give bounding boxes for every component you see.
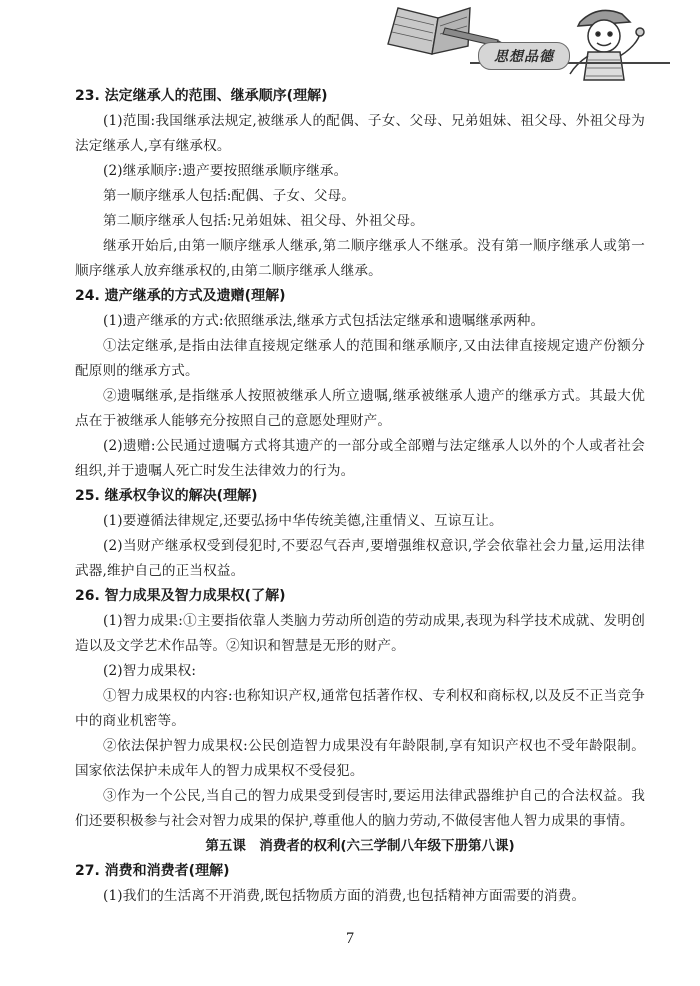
paragraph: ②遗嘱继承,是指继承人按照被继承人所立遗嘱,继承被继承人遗产的继承方式。其最大优点在于被继承人能够充分按照自己的意愿处理财产。	[75, 388, 645, 429]
section-heading: 25. 继承权争议的解决(理解)	[75, 488, 258, 504]
section-24	[75, 284, 645, 484]
paragraph: ①智力成果权的内容:也称知识产权,通常包括著作权、专利权和商标权,以及反不正当竞争中的商业机密等。	[75, 688, 645, 729]
header-illustration	[0, 0, 700, 84]
paragraph: 第一顺序继承人包括:配偶、子女、父母。	[103, 188, 356, 204]
paragraph: ②依法保护智力成果权:公民创造智力成果没有年龄限制,享有知识产权也不受年龄限制。国家依法保护未成年人的智力成果权不受侵犯。	[75, 738, 645, 779]
paragraph: 第二顺序继承人包括:兄弟姐妹、祖父母、外祖父母。	[103, 213, 424, 229]
section-27	[75, 859, 645, 909]
paragraph: ③作为一个公民,当自己的智力成果受到侵害时,要运用法律武器维护自己的合法权益。我们还要积极参与社会对智力成果的保护,尊重他人的脑力劳动,不做侵害他人智力成果的事情。	[75, 788, 645, 829]
section-heading: 27. 消费和消费者(理解)	[75, 863, 230, 879]
page-number: 7	[346, 930, 354, 947]
cartoon-child-icon	[570, 10, 644, 80]
paragraph: (1)智力成果:①主要指依靠人类脑力劳动所创造的劳动成果,表现为科学技术成就、发明创造以及文学艺术作品等。②知识和智慧是无形的财产。	[75, 613, 645, 654]
paragraph: (2)遗赠:公民通过遗嘱方式将其遗产的一部分或全部赠与法定继承人以外的个人或者社会组织,并于遗嘱人死亡时发生法律效力的行为。	[75, 438, 645, 479]
paragraph: ①法定继承,是指由法律直接规定继承人的范围和继承顺序,又由法律直接规定遗产份额分配原则的继承方式。	[75, 338, 645, 379]
paragraph: (2)智力成果权:	[103, 663, 197, 679]
subject-badge: 思想品德	[478, 42, 570, 70]
page-content	[75, 84, 645, 909]
paragraph: (1)我们的生活离不开消费,既包括物质方面的消费,也包括精神方面需要的消费。	[103, 888, 586, 904]
paragraph: (1)遗产继承的方式:依照继承法,继承方式包括法定继承和遗嘱继承两种。	[103, 313, 545, 329]
section-25	[75, 484, 645, 584]
section-23	[75, 84, 645, 284]
section-26	[75, 584, 645, 834]
paragraph: (1)范围:我国继承法规定,被继承人的配偶、子女、父母、兄弟姐妹、祖父母、外祖父母为法定继承人,享有继承权。	[75, 113, 645, 154]
paragraph: (1)要遵循法律规定,还要弘扬中华传统美德,注重情义、互谅互让。	[103, 513, 503, 529]
paragraph: (2)当财产继承权受到侵犯时,不要忍气吞声,要增强维权意识,学会依靠社会力量,运用法律武器,维护自己的正当权益。	[75, 538, 645, 579]
paragraph: 继承开始后,由第一顺序继承人继承,第二顺序继承人不继承。没有第一顺序继承人或第一顺序继承人放弃继承权的,由第二顺序继承人继承。	[75, 238, 645, 279]
section-heading: 23. 法定继承人的范围、继承顺序(理解)	[75, 88, 328, 104]
section-heading: 24. 遗产继承的方式及遗赠(理解)	[75, 288, 286, 304]
lesson-title: 第五课 消费者的权利(六三学制八年级下册第八课)	[205, 838, 515, 854]
section-heading: 26. 智力成果及智力成果权(了解)	[75, 588, 286, 604]
paragraph: (2)继承顺序:遗产要按照继承顺序继承。	[103, 163, 348, 179]
